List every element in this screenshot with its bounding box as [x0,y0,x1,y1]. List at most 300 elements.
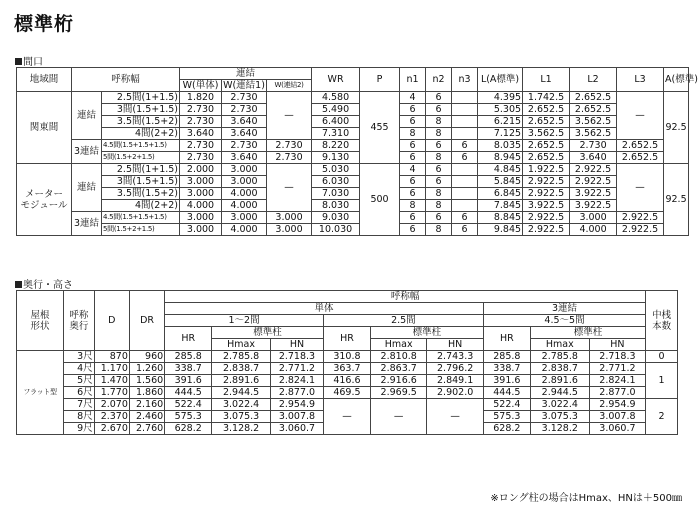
n3 [452,188,478,200]
section-heading-frontage [15,53,43,68]
p-value: 455 [360,92,400,164]
l-std: 4.395 [478,92,523,104]
w-c2: 2.730 [267,152,312,164]
area-label-line1: メーター [24,188,63,200]
header-std-a [212,327,324,351]
area-label [17,164,72,236]
l1: 2.652.5 [523,104,570,116]
w-c1: 4.000 [222,188,267,200]
n2: 8 [426,224,452,236]
depth-height-table [16,290,678,435]
table-row [17,363,678,375]
hmax-single-1-2: 2.944.5 [212,387,271,399]
table-row [17,128,689,140]
w-c1: 2.730 [222,104,267,116]
d-value: 2.070 [94,399,129,411]
l1: 2.652.5 [523,116,570,128]
header-roof-line2: 形状 [30,320,50,332]
table-row [17,140,689,152]
header-l1: L1 [523,68,570,92]
hn-single-1-2: 2.954.9 [271,399,324,411]
wr: 9.030 [312,212,360,224]
frontage-table [16,67,698,236]
header-nominal-width: 呼称幅 [165,291,646,303]
hn-single-1-2: 2.824.1 [271,375,324,387]
hmax-dash: — [370,399,426,435]
l2: 2.652.5 [570,92,617,104]
dr-value: 2.160 [129,399,164,411]
hr-triple: 444.5 [483,387,530,399]
header-a: A(標準) [664,68,689,92]
l-std: 6.845 [478,188,523,200]
w-single: 3.000 [180,188,222,200]
section-label: 奥行・高さ [23,280,73,291]
hmax-triple: 3.075.3 [530,411,589,423]
n1: 6 [400,212,426,224]
w-single: 2.730 [180,152,222,164]
n2: 6 [426,176,452,188]
header-w-c1: W(連結1) [223,80,265,91]
header-hn: HN [610,339,625,350]
w-c1: 3.000 [222,176,267,188]
header-std-label: 標準柱 [212,327,323,339]
hr-dash: — [323,399,370,435]
wr: 4.580 [312,92,360,104]
header-std-label: 標準柱 [371,327,483,339]
n1: 6 [400,176,426,188]
header-hr-c: HR [483,327,530,351]
hn-single-2-5: 2.796.2 [427,363,483,375]
l2: 2.652.5 [570,104,617,116]
frontage-header [17,68,698,92]
l1: 2.922.5 [523,188,570,200]
l2: 2.922.5 [570,176,617,188]
n3 [452,116,478,128]
w-single: 2.730 [180,140,222,152]
wr: 9.130 [312,152,360,164]
w-single: 1.820 [180,92,222,104]
l1: 3.922.5 [523,200,570,212]
n1: 6 [400,104,426,116]
header-mid [646,291,678,351]
hmax-triple: 2.838.7 [530,363,589,375]
depth: 7尺 [64,399,95,411]
header-span-1-2: 1〜2間 [165,315,324,327]
hr-triple: 285.8 [483,351,530,363]
dr-value: 1.860 [129,387,164,399]
header-span-2-5: 2.5間 [323,315,483,327]
hr-single-1-2: 338.7 [165,363,212,375]
l3: 2.652.5 [617,140,664,152]
depth: 4尺 [64,363,95,375]
table-row [17,188,689,200]
w-c2: 3.000 [267,212,312,224]
l1: 1.742.5 [523,92,570,104]
table-row [17,116,689,128]
l3-dash: — [617,92,664,140]
header-dr: DR [129,291,164,351]
table-row [17,224,689,236]
d-value: 870 [94,351,129,363]
header-hmax: Hmax [371,339,427,350]
hn-single-2-5: 2.743.3 [427,351,483,363]
table-row [17,200,689,212]
l2: 3.640 [570,152,617,164]
join-type: 連結 [72,92,102,140]
nominal-width: 2.5間(1+1.5) [102,164,180,176]
table-row [17,92,689,104]
hr-single-2-5: 363.7 [323,363,370,375]
w-c2: 2.730 [267,140,312,152]
header-std-label: 標準柱 [531,327,645,339]
wr: 8.220 [312,140,360,152]
n2: 8 [426,152,452,164]
wr: 5.490 [312,104,360,116]
nominal-width: 3間(1.5+1.5) [102,176,180,188]
hmax-single-1-2: 2.785.8 [212,351,271,363]
header-l: L(A標準) [478,68,523,92]
table-row [17,152,689,164]
join-type: 連結 [72,164,102,212]
w-c1: 2.730 [222,92,267,104]
hn-single-1-2: 2.718.3 [271,351,324,363]
header-hn: HN [448,339,463,350]
l-std: 5.305 [478,104,523,116]
table-row [17,164,689,176]
square-bullet-icon [15,281,22,288]
hr-triple: 628.2 [483,423,530,435]
hr-single-1-2: 522.4 [165,399,212,411]
l2: 3.922.5 [570,200,617,212]
hmax-single-2-5: 2.810.8 [370,351,426,363]
n3 [452,164,478,176]
hn-single-1-2: 3.007.8 [271,411,324,423]
hn-triple: 2.824.1 [589,375,645,387]
dr-value: 2.760 [129,423,164,435]
hr-single-1-2: 285.8 [165,351,212,363]
hmax-single-1-2: 3.022.4 [212,399,271,411]
n1: 8 [400,128,426,140]
header-span: 連結 [180,68,312,80]
wr: 5.030 [312,164,360,176]
header-triple: 3連結 [483,303,645,315]
header-hr-b: HR [323,327,370,351]
w-single: 3.000 [180,224,222,236]
w-c2: 3.000 [267,224,312,236]
dr-value: 960 [129,351,164,363]
d-value: 1.770 [94,387,129,399]
wr: 7.030 [312,188,360,200]
square-bullet-icon [15,58,22,65]
w-single: 2.000 [180,164,222,176]
nominal-width: 3.5間(1.5+2) [102,188,180,200]
l-std: 8.845 [478,212,523,224]
nominal-width: 4.5間(1.5+1.5+1.5) [102,212,180,224]
n1: 6 [400,188,426,200]
w-single: 2.730 [180,116,222,128]
hn-single-1-2: 2.771.2 [271,363,324,375]
nominal-width: 3間(1.5+1.5) [102,104,180,116]
header-w-single: W(単体) [180,80,222,92]
n1: 6 [400,116,426,128]
l2: 2.922.5 [570,164,617,176]
mid-count: 1 [646,363,678,399]
w-c1: 3.000 [222,164,267,176]
table-row [17,387,678,399]
hmax-single-1-2: 3.075.3 [212,411,271,423]
w-single: 4.000 [180,200,222,212]
l3: 2.922.5 [617,212,664,224]
n1: 6 [400,152,426,164]
hr-triple: 391.6 [483,375,530,387]
area-label: 関東間 [17,92,72,164]
l-std: 7.845 [478,200,523,212]
l2: 2.730 [570,140,617,152]
hr-triple: 522.4 [483,399,530,411]
w-single: 3.000 [180,176,222,188]
l1: 3.562.5 [523,128,570,140]
header-span-4-5: 4.5〜5間 [483,315,645,327]
frontage-body [17,92,689,236]
w-c1: 4.000 [222,200,267,212]
w-c1: 2.730 [222,140,267,152]
join-type: 3連結 [72,140,102,164]
depth: 6尺 [64,387,95,399]
w-single: 2.730 [180,104,222,116]
depth-header [17,291,678,351]
w-single: 3.000 [180,212,222,224]
header-single: 単体 [165,303,484,315]
n2: 6 [426,212,452,224]
n3 [452,128,478,140]
header-n2: n2 [426,68,452,92]
header-hn: HN [289,339,305,350]
l2: 3.000 [570,212,617,224]
n2: 8 [426,116,452,128]
n1: 4 [400,92,426,104]
hmax-triple: 2.891.6 [530,375,589,387]
dr-value: 1.560 [129,375,164,387]
hn-triple: 3.060.7 [589,423,645,435]
header-d: D [94,291,129,351]
hmax-single-2-5: 2.969.5 [370,387,426,399]
d-value: 1.170 [94,363,129,375]
hn-single-1-2: 3.060.7 [271,423,324,435]
hn-triple: 2.771.2 [589,363,645,375]
depth: 3尺 [64,351,95,363]
l-std: 5.845 [478,176,523,188]
header-l3: L3 [617,68,664,92]
l3: 2.922.5 [617,224,664,236]
header-p: P [360,68,400,92]
a-value: 92.5 [664,92,689,164]
p-value: 500 [360,164,400,236]
hr-single-1-2: 575.3 [165,411,212,423]
hmax-single-2-5: 2.863.7 [370,363,426,375]
hn-triple: 2.877.0 [589,387,645,399]
n1: 6 [400,140,426,152]
hmax-triple: 2.785.8 [530,351,589,363]
l3: 2.652.5 [617,152,664,164]
n1: 6 [400,224,426,236]
n2: 8 [426,200,452,212]
w-c1: 3.640 [222,152,267,164]
n3 [452,92,478,104]
n2: 6 [426,104,452,116]
header-roof [17,291,64,351]
n2: 6 [426,164,452,176]
table-row [17,104,689,116]
section-label: 間口 [23,57,43,68]
l-std: 4.845 [478,164,523,176]
hn-triple: 2.954.9 [589,399,645,411]
table-row [17,176,689,188]
hmax-triple: 3.128.2 [530,423,589,435]
wr: 7.310 [312,128,360,140]
l-std: 9.845 [478,224,523,236]
n3: 6 [452,140,478,152]
hmax-triple: 2.944.5 [530,387,589,399]
table-row [17,399,678,411]
depth-body [17,351,678,435]
l1: 2.652.5 [523,152,570,164]
dr-value: 1.260 [129,363,164,375]
l-std: 8.945 [478,152,523,164]
header-std-c [530,327,645,351]
n1: 4 [400,164,426,176]
hr-single-1-2: 444.5 [165,387,212,399]
n3 [452,176,478,188]
nominal-width: 5間(1.5+2+1.5) [102,224,180,236]
l-std: 8.035 [478,140,523,152]
l1: 2.922.5 [523,212,570,224]
hmax-single-1-2: 3.128.2 [212,423,271,435]
l1: 2.652.5 [523,140,570,152]
header-wr: WR [312,68,360,92]
hmax-triple: 3.022.4 [530,399,589,411]
mid-count: 0 [646,351,678,363]
hr-single-2-5: 469.5 [323,387,370,399]
footnote: ※ロング柱の場合はHmax、HNは＋500㎜ [490,493,682,504]
hn-single-2-5: 2.849.1 [427,375,483,387]
header-mid-line1: 中桟 [652,309,672,321]
hmax-single-2-5: 2.916.6 [370,375,426,387]
n2: 6 [426,92,452,104]
hmax-single-1-2: 2.891.6 [212,375,271,387]
hn-triple: 3.007.8 [589,411,645,423]
table-row [17,375,678,387]
hr-single-1-2: 391.6 [165,375,212,387]
hr-single-2-5: 310.8 [323,351,370,363]
wr: 8.030 [312,200,360,212]
header-hmax: Hmax [531,339,590,350]
w-c1: 4.000 [222,224,267,236]
join-type: 3連結 [72,212,102,236]
w-c1: 3.000 [222,212,267,224]
l2: 3.562.5 [570,116,617,128]
hr-triple: 575.3 [483,411,530,423]
l-std: 7.125 [478,128,523,140]
hr-single-2-5: 416.6 [323,375,370,387]
nominal-width: 5間(1.5+2+1.5) [102,152,180,164]
header-hmax: Hmax [212,339,271,350]
header-n1: n1 [400,68,426,92]
l1: 2.922.5 [523,176,570,188]
n2: 8 [426,188,452,200]
n2: 6 [426,140,452,152]
header-n3: n3 [452,68,478,92]
a-value: 92.5 [664,164,689,236]
n1: 8 [400,200,426,212]
nominal-width: 4間(2+2) [102,200,180,212]
d-value: 2.370 [94,411,129,423]
l2: 3.922.5 [570,188,617,200]
l1: 2.922.5 [523,224,570,236]
n3: 6 [452,224,478,236]
w-c1: 3.640 [222,116,267,128]
n3: 6 [452,152,478,164]
hmax-single-1-2: 2.838.7 [212,363,271,375]
dr-value: 2.460 [129,411,164,423]
l-std: 6.215 [478,116,523,128]
depth: 5尺 [64,375,95,387]
w-c2-dash: — [267,164,312,212]
header-mid-line2: 本数 [652,320,672,332]
depth: 9尺 [64,423,95,435]
wr: 6.400 [312,116,360,128]
l3-dash: — [617,164,664,212]
table-row [17,212,689,224]
header-w-c2: W(連結2) [267,80,312,92]
header-std-b [370,327,483,351]
header-depth-line2: 奥行 [69,320,89,332]
page-title: 標準桁 [14,13,75,35]
w-single: 3.640 [180,128,222,140]
nominal-width: 2.5間(1+1.5) [102,92,180,104]
nominal-width: 3.5間(1.5+2) [102,116,180,128]
wr: 10.030 [312,224,360,236]
hr-triple: 338.7 [483,363,530,375]
depth: 8尺 [64,411,95,423]
hn-single-2-5: 2.902.0 [427,387,483,399]
n2: 8 [426,128,452,140]
l2: 3.562.5 [570,128,617,140]
header-l2: L2 [570,68,617,92]
header-depth-line1: 呼称 [69,309,89,321]
mid-count: 2 [646,399,678,435]
n3 [452,104,478,116]
d-value: 1.470 [94,375,129,387]
table-row [17,351,678,363]
w-c2-dash: — [267,92,312,140]
nominal-width: 4間(2+2) [102,128,180,140]
header-depth [64,291,95,351]
header-area: 地域間 [17,68,72,92]
d-value: 2.670 [94,423,129,435]
roof-type: フラット型 [17,351,64,435]
section-heading-depth [15,276,73,291]
hn-single-1-2: 2.877.0 [271,387,324,399]
hr-single-1-2: 628.2 [165,423,212,435]
l1: 1.922.5 [523,164,570,176]
wr: 6.030 [312,176,360,188]
header-nominal: 呼称幅 [72,68,180,92]
n3: 6 [452,212,478,224]
hn-triple: 2.718.3 [589,351,645,363]
area-label-line2: モジュール [20,199,68,211]
hn-dash: — [427,399,483,435]
nominal-width: 4.5間(1.5+1.5+1.5) [102,140,180,152]
